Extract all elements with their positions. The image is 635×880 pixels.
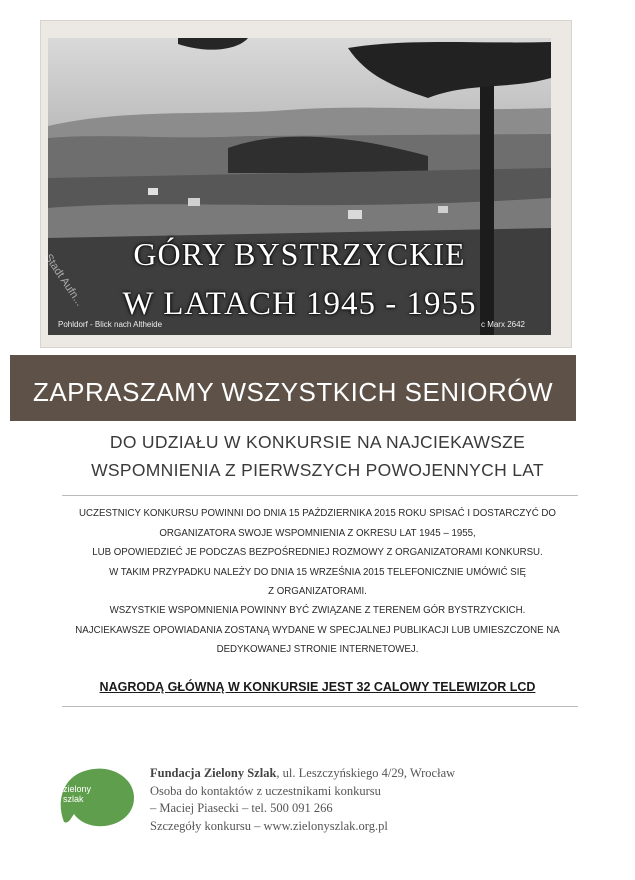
subtitle-line1: DO UDZIAŁU W KONKURSIE NA NAJCIEKAWSZE <box>109 432 526 452</box>
contact-footer <box>150 765 455 835</box>
scope-paragraph <box>40 601 595 660</box>
divider-bottom <box>62 706 578 707</box>
photo-watermark: Stadt Aufn... <box>42 252 86 309</box>
logo-text-line2: szlak <box>63 794 84 804</box>
rules-line: LUB OPOWIEDZIEĆ JE PODCZAS BEZPOŚREDNIEJ ROZMOWY Z ORGANIZATORAMI KONKURSU. <box>92 547 543 559</box>
subtitle-line2: WSPOMNIENIA Z PIERWSZYCH POWOJENNYCH LAT <box>91 460 544 480</box>
main-prize: NAGRODĄ GŁÓWNĄ W KONKURSIE JEST 32 CALOWY TELEWIZOR LCD <box>99 680 536 694</box>
photo-title-line1: GÓRY BYSTRZYCKIE <box>133 236 466 272</box>
historic-photo <box>42 38 551 335</box>
rules-line: Z ORGANIZATORAMI. <box>268 586 367 598</box>
rules-line: W TAKIM PRZYPADKU NALEŻY DO DNIA 15 WRZEŚNIA 2015 TELEFONICZNIE UMÓWIĆ SIĘ <box>109 566 526 578</box>
org-address: , ul. Leszczyńskiego 4/29, Wrocław <box>276 766 456 780</box>
contact-person: – Maciej Piasecki – tel. 500 091 266 <box>150 801 333 815</box>
photo-caption: Pohldorf - Blick nach Altheide <box>58 320 163 329</box>
org-name: Fundacja Zielony Szlak <box>150 766 277 780</box>
footer-org-line <box>150 765 455 783</box>
scope-line: WSZYSTKIE WSPOMNIENIA POWINNY BYĆ ZWIĄZANE Z TERENEM GÓR BYSTRZYCKICH. <box>109 605 526 616</box>
divider-top <box>62 495 578 496</box>
logo-text-line1: zielony <box>63 784 92 794</box>
rules-paragraph <box>40 504 595 602</box>
photo-title-line2: W LATACH 1945 - 1955 <box>122 286 477 322</box>
contest-details: Szczegóły konkursu – www.zielonyszlak.org.pl <box>150 818 388 833</box>
photo-number: c Marx 2642 <box>480 320 525 329</box>
invitation-banner <box>10 355 576 421</box>
rules-line: UCZESTNICY KONKURSU POWINNI DO DNIA 15 PAŹDZIERNIKA 2015 ROKU SPISAĆ I DOSTARCZYĆ DO <box>79 508 556 519</box>
scope-line: DEDYKOWANEJ STRONIE INTERNETOWEJ. <box>216 644 419 656</box>
contact-label: Osoba do kontaktów z uczestnikami konkursu <box>150 783 381 798</box>
scope-line: NAJCIEKAWSZE OPOWIADANIA ZOSTANĄ WYDANE W SPECJALNEJ PUBLIKACJI LUB UMIESZCZONE NA <box>75 624 560 636</box>
rules-line: ORGANIZATORA SWOJE WSPOMNIENIA Z OKRESU LAT 1945 – 1955, <box>159 527 476 539</box>
logo-text <box>63 784 91 804</box>
banner-text: ZAPRASZAMY WSZYSTKICH SENIORÓW <box>32 377 554 407</box>
